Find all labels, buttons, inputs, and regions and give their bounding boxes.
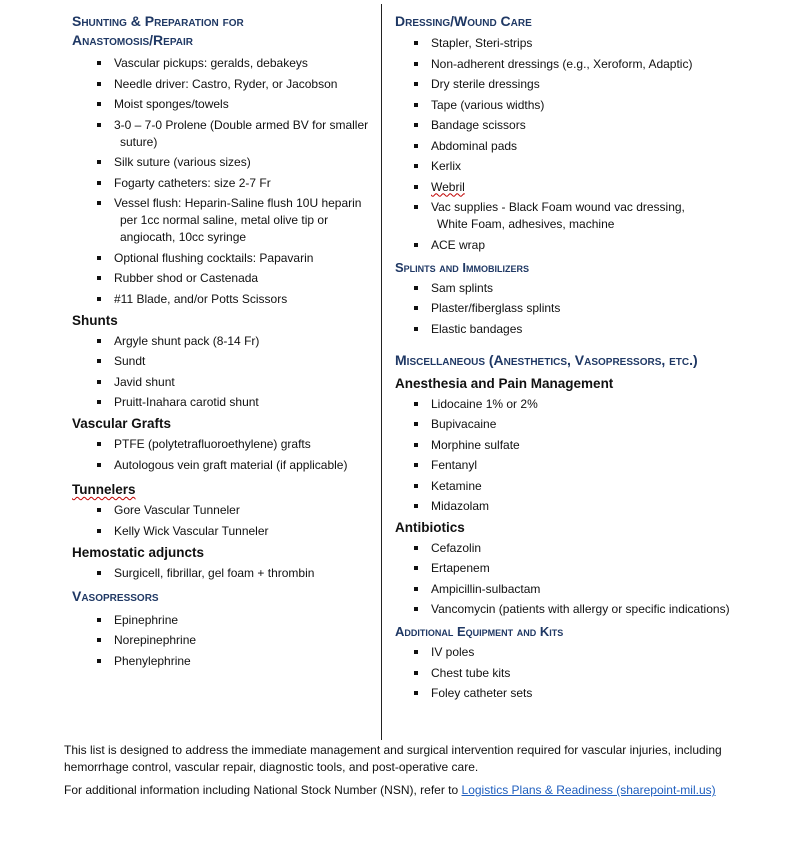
- list-item: IV poles: [431, 644, 775, 661]
- list-item: Foley catheter sets: [431, 685, 775, 702]
- list-item: Vascular pickups: geralds, debakeys: [114, 55, 372, 72]
- anesthesia-list: [395, 396, 775, 516]
- shunting-list: [72, 55, 372, 308]
- shunts-list: [72, 333, 372, 412]
- additional-list: [395, 644, 775, 702]
- list-item: Elastic bandages: [431, 321, 775, 338]
- list-item: Chest tube kits: [431, 665, 775, 682]
- list-item: Argyle shunt pack (8-14 Fr): [114, 333, 372, 350]
- list-item: #11 Blade, and/or Potts Scissors: [114, 291, 372, 308]
- list-item: Vessel flush: Heparin-Saline flush 10U heparin per 1cc normal saline, metal olive tip or angiocath, 10cc syringe: [114, 195, 372, 246]
- splints-list: [395, 280, 775, 338]
- list-item: Bupivacaine: [431, 416, 775, 433]
- list-item: Stapler, Steri-strips: [431, 35, 775, 52]
- section-heading-antibiotics: Antibiotics: [395, 519, 465, 535]
- logistics-link[interactable]: Logistics Plans & Readiness (sharepoint-mil.us): [461, 783, 716, 797]
- list-item: Ampicillin-sulbactam: [431, 581, 775, 598]
- list-item: Moist sponges/towels: [114, 96, 372, 113]
- list-item: Kelly Wick Vascular Tunneler: [114, 523, 372, 540]
- section-heading-shunting: Shunting & Preparation for: [72, 13, 244, 29]
- list-item: Vancomycin (patients with allergy or specific indications): [431, 601, 775, 618]
- list-item: Gore Vascular Tunneler: [114, 502, 372, 519]
- list-item: Midazolam: [431, 498, 775, 515]
- list-item: Cefazolin: [431, 540, 775, 557]
- list-item: Needle driver: Castro, Ryder, or Jacobson: [114, 76, 372, 93]
- list-item: PTFE (polytetrafluoroethylene) grafts: [114, 436, 372, 453]
- section-heading-dressing: Dressing/Wound Care: [395, 13, 532, 29]
- list-item: Ketamine: [431, 478, 775, 495]
- section-heading-shunts: Shunts: [72, 312, 118, 328]
- list-item: Plaster/fiberglass splints: [431, 300, 775, 317]
- list-item: 3-0 – 7-0 Prolene (Double armed BV for smaller suture): [114, 117, 372, 151]
- list-item: Ertapenem: [431, 560, 775, 577]
- section-heading-grafts: Vascular Grafts: [72, 416, 172, 431]
- footer-description: This list is designed to address the immediate management and surgical intervention required for vascular injuries, including hemorrhage control, vascular repair, diagnostic tools, and post-operative care.: [64, 743, 722, 774]
- list-item: Sundt: [114, 353, 372, 370]
- list-item: Morphine sulfate: [431, 437, 775, 454]
- list-item: Bandage scissors: [431, 117, 775, 134]
- list-item: Fentanyl: [431, 457, 775, 474]
- section-heading-vasopressors: Vasopressors: [72, 587, 159, 604]
- column-divider: [381, 4, 382, 740]
- list-item: ACE wrap: [431, 237, 775, 254]
- list-item: Javid shunt: [114, 374, 372, 391]
- hemostatic-list: [72, 565, 372, 582]
- section-heading-additional: Additional Equipment and Kits: [395, 624, 564, 639]
- right-column: [395, 12, 775, 706]
- list-item: Webril: [431, 179, 775, 196]
- list-item: Non-adherent dressings (e.g., Xeroform, Adaptic): [431, 56, 775, 73]
- left-column: [72, 12, 372, 673]
- list-item: Epinephrine: [114, 612, 372, 629]
- list-item: Silk suture (various sizes): [114, 154, 372, 171]
- list-item: Autologous vein graft material (if applicable): [114, 457, 372, 474]
- list-item: Tape (various widths): [431, 97, 775, 114]
- footer-reference: For additional information including National Stock Number (NSN), refer to Logistics Plans & Readiness (sharepoint-mil.us): [64, 783, 716, 797]
- tunnelers-list: [72, 502, 372, 540]
- list-item: Rubber shod or Castenada: [114, 270, 372, 287]
- list-item: Abdominal pads: [431, 138, 775, 155]
- section-heading-anastomosis: Anastomosis/Repair: [72, 32, 193, 48]
- vasopressors-list: [72, 612, 372, 670]
- list-item: Kerlix: [431, 158, 775, 175]
- grafts-list: [72, 436, 372, 474]
- list-item: Pruitt-Inahara carotid shunt: [114, 394, 372, 411]
- list-item: Surgicell, fibrillar, gel foam + thrombin: [114, 565, 372, 582]
- dressing-list: [395, 35, 775, 254]
- list-item: Dry sterile dressings: [431, 76, 775, 93]
- list-item: Sam splints: [431, 280, 775, 297]
- section-heading-hemostatic: Hemostatic adjuncts: [72, 544, 205, 560]
- list-item: Vac supplies - Black Foam wound vac dressing, White Foam, adhesives, machine: [431, 199, 775, 233]
- list-item: Norepinephrine: [114, 632, 372, 649]
- section-heading-splints: Splints and Immobilizers: [395, 259, 530, 275]
- section-heading-misc: Miscellaneous (Anesthetics, Vasopressors, etc.): [395, 351, 698, 368]
- section-heading-tunnelers: Tunnelers: [72, 482, 136, 497]
- list-item: Lidocaine 1% or 2%: [431, 396, 775, 413]
- list-item: Phenylephrine: [114, 653, 372, 670]
- antibiotics-list: [395, 540, 775, 619]
- list-item: Optional flushing cocktails: Papavarin: [114, 250, 372, 267]
- section-heading-anesthesia: Anesthesia and Pain Management: [395, 375, 614, 391]
- list-item: Fogarty catheters: size 2-7 Fr: [114, 175, 372, 192]
